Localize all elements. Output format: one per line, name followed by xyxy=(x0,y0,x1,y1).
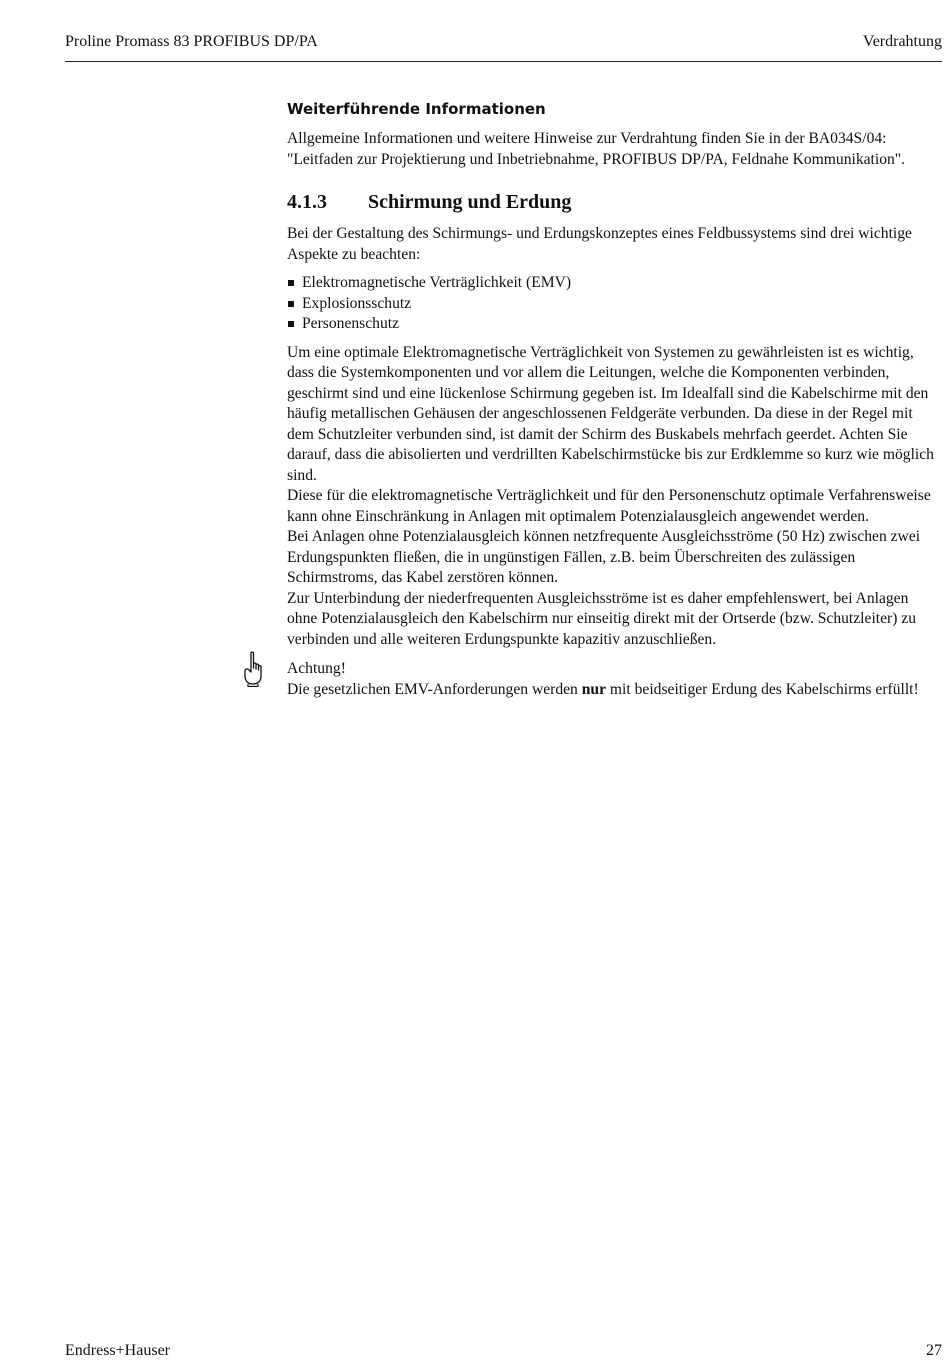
list-item: Explosionsschutz xyxy=(287,294,942,315)
body-paragraph: Zur Unterbindung der niederfrequenten Ausgleichsströme ist es daher empfehlenswert, bei Anlagen ohne Potenzialausgleich den Kabelschirm nur einseitig direkt mit der Ortserde (bzw. Schutzleiter) zu verbinden und alle weiteren Erdungspunkte kapazitiv anzuschließen. xyxy=(287,589,917,648)
caution-note xyxy=(287,659,942,700)
page-header xyxy=(65,31,942,62)
further-info-heading: Weiterführende Informationen xyxy=(287,100,546,118)
note-title: Achtung! xyxy=(287,660,346,677)
body-paragraph: Bei Anlagen ohne Potenzialausgleich können netzfrequente Ausgleichsströme (50 Hz) zwischen zwei Erdungspunkten fließen, die in ungünstigen Fällen, z.B. beim Überschreiten des zulässigen Schirmstroms, das Kabel zerstören können. xyxy=(287,528,921,586)
footer-company: Endress+Hauser xyxy=(65,1342,170,1359)
note-text xyxy=(287,680,942,701)
page-number: 27 xyxy=(926,1342,942,1359)
pointing-hand-icon xyxy=(241,651,265,687)
further-info-text: Allgemeine Informationen und weitere Hinweise zur Verdrahtung finden Sie in der BA034S/04: "Leitfaden zur Projektierung und Inbetriebnahme, PROFIBUS DP/PA, Feldnahe Kommunikation". xyxy=(287,130,906,168)
note-text-emphasis: nur xyxy=(581,680,607,698)
aspect-list xyxy=(287,273,942,335)
header-document-title: Proline Promass 83 PROFIBUS DP/PA xyxy=(65,33,318,50)
list-item: Elektromagnetische Verträglichkeit (EMV) xyxy=(287,273,942,294)
main-content xyxy=(287,98,942,700)
section-heading xyxy=(287,188,942,216)
list-item: Personenschutz xyxy=(287,314,942,335)
header-chapter-title: Verdrahtung xyxy=(862,33,942,50)
section-intro: Bei der Gestaltung des Schirmungs- und Erdungskonzeptes eines Feldbussystems sind drei wichtige Aspekte zu beachten: xyxy=(287,225,912,263)
body-paragraph: Diese für die elektromagnetische Verträglichkeit und für den Personenschutz optimale Verfahrensweise kann ohne Einschränkung in Anlagen mit optimalem Potenzialausgleich angewendet werden. xyxy=(287,487,931,525)
note-text-start: Die gesetzlichen EMV-Anforderungen werden xyxy=(287,680,582,698)
body-paragraph: Um eine optimale Elektromagnetische Verträglichkeit von Systemen zu gewährleisten ist es wichtig, dass die Systemkomponenten und vor allem die Leitungen, welche die Komponenten verbinden, geschirmt sind und eine lückenlose Schirmung gegeben ist. Im Idealfall sind die Kabelschirme mit den häufig metallischen Gehäusen der angeschlossenen Feldgeräte verbunden. Da diese in der Regel mit dem Schutzleiter verbunden sind, ist damit der Schirm des Buskabels mehrfach geerdet. Achten Sie darauf, dass die abisolierten und verdrillten Kabelschirmstücke bis zur Erdklemme so kurz wie möglich sind. xyxy=(287,343,934,484)
note-text-end: mit beidseitiger Erdung des Kabelschirms erfüllt! xyxy=(606,680,919,698)
section-title: Schirmung und Erdung xyxy=(368,191,572,213)
section-number: 4.1.3 xyxy=(287,191,327,213)
